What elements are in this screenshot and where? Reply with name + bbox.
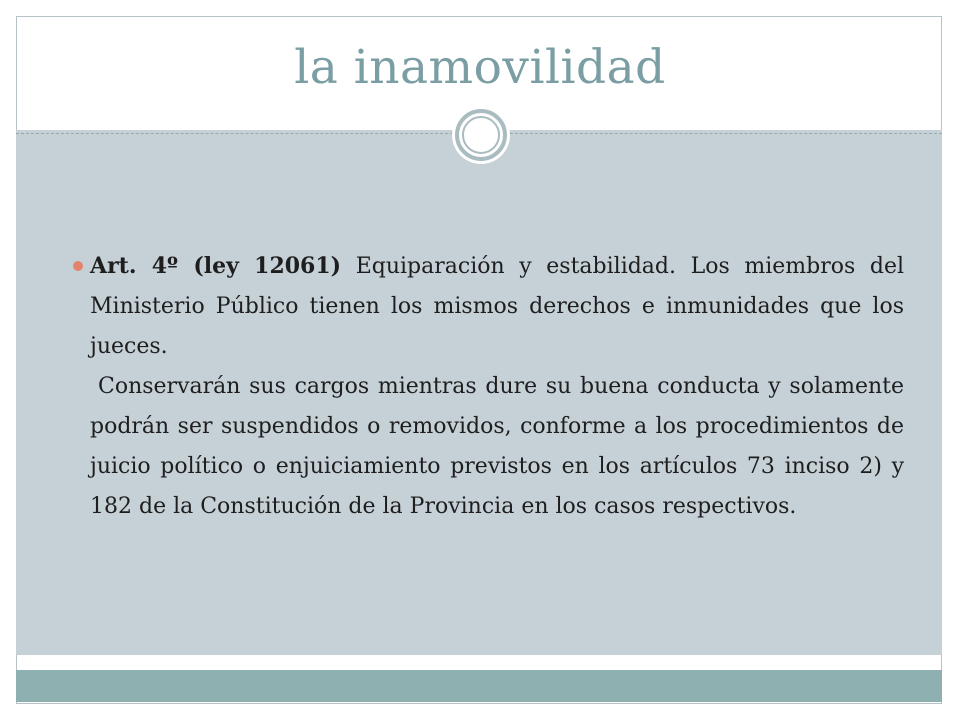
- article-reference: Art. 4º (ley 12061): [90, 253, 342, 279]
- continuation-paragraph: Conservarán sus cargos mientras dure su buena conducta y solamente podrán ser suspendidos o removidos, conforme a los procedimientos de juicio político o enjuiciamiento previstos en los artículos 73 inciso 2) y 182 de la Constitución de la Provincia en los casos respectivos.: [90, 374, 904, 519]
- slide-body: [90, 246, 904, 527]
- slide-title: la inamovilidad: [294, 40, 666, 95]
- bottom-accent-bar: [16, 670, 942, 702]
- double-ring-circle-icon: [452, 106, 510, 164]
- bullet-paragraph: [90, 246, 904, 367]
- dot-bullet-icon: [73, 261, 83, 271]
- bullet-text: Equiparación y estabilidad. Los miembros del Ministerio Público tienen los mismos derechos e inmunidades que los jueces.: [90, 254, 904, 359]
